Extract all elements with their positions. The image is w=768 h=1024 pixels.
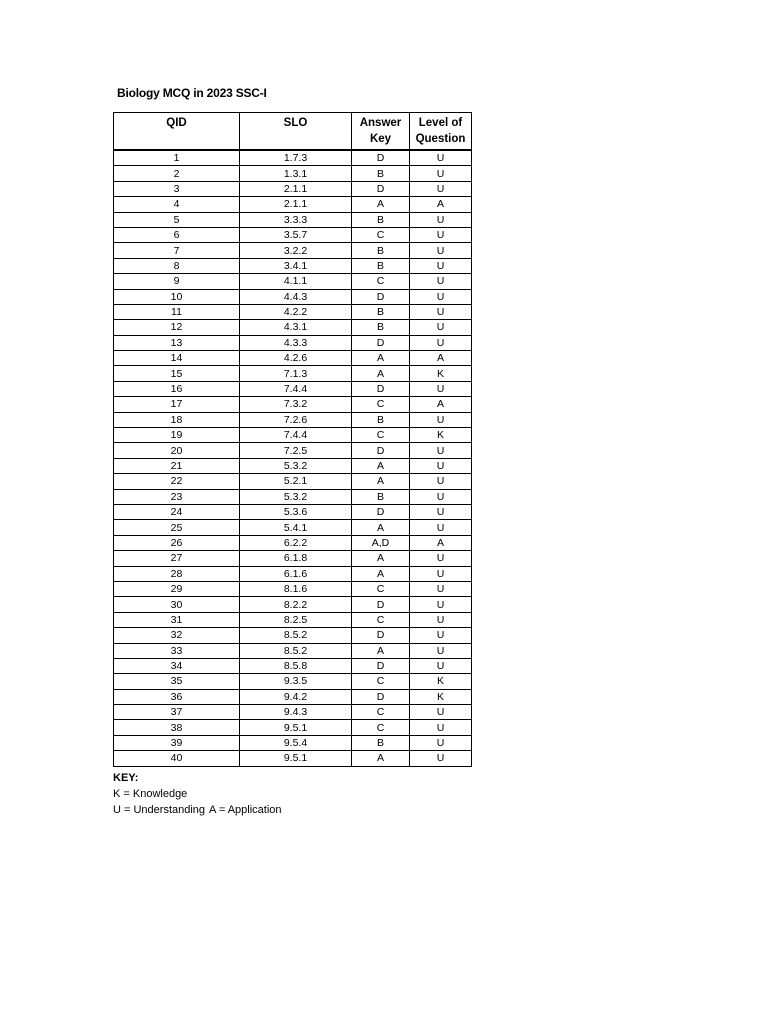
cell-slo: 7.3.2 bbox=[240, 397, 352, 412]
cell-answer-key: D bbox=[352, 597, 410, 612]
cell-level: A bbox=[410, 397, 472, 412]
legend-key bbox=[113, 770, 282, 818]
cell-slo: 5.3.2 bbox=[240, 458, 352, 473]
table-row bbox=[114, 258, 472, 273]
cell-answer-key: D bbox=[352, 504, 410, 519]
cell-level: U bbox=[410, 597, 472, 612]
cell-answer-key: B bbox=[352, 320, 410, 335]
cell-level: U bbox=[410, 643, 472, 658]
cell-qid: 33 bbox=[114, 643, 240, 658]
cell-qid: 7 bbox=[114, 243, 240, 258]
key-knowledge: K = Knowledge bbox=[113, 788, 188, 800]
table-row bbox=[114, 520, 472, 535]
cell-qid: 36 bbox=[114, 689, 240, 704]
cell-slo: 4.1.1 bbox=[240, 274, 352, 289]
cell-qid: 29 bbox=[114, 581, 240, 596]
cell-level: U bbox=[410, 412, 472, 427]
table-header-row bbox=[114, 113, 472, 151]
cell-level: U bbox=[410, 181, 472, 196]
cell-slo: 4.2.6 bbox=[240, 351, 352, 366]
cell-qid: 12 bbox=[114, 320, 240, 335]
cell-answer-key: B bbox=[352, 166, 410, 181]
cell-level: U bbox=[410, 458, 472, 473]
cell-slo: 4.3.3 bbox=[240, 335, 352, 350]
cell-level: U bbox=[410, 751, 472, 766]
cell-answer-key: B bbox=[352, 304, 410, 319]
cell-level: U bbox=[410, 212, 472, 227]
key-heading: KEY: bbox=[113, 772, 139, 784]
cell-answer-key: D bbox=[352, 181, 410, 196]
cell-answer-key: D bbox=[352, 658, 410, 673]
cell-level: K bbox=[410, 674, 472, 689]
table-row bbox=[114, 335, 472, 350]
cell-level: U bbox=[410, 335, 472, 350]
table-row bbox=[114, 751, 472, 766]
cell-answer-key: C bbox=[352, 581, 410, 596]
cell-answer-key: C bbox=[352, 612, 410, 627]
cell-level: U bbox=[410, 658, 472, 673]
cell-level: U bbox=[410, 227, 472, 242]
cell-qid: 28 bbox=[114, 566, 240, 581]
cell-answer-key: B bbox=[352, 489, 410, 504]
cell-slo: 3.3.3 bbox=[240, 212, 352, 227]
cell-answer-key: D bbox=[352, 443, 410, 458]
table-row bbox=[114, 628, 472, 643]
cell-qid: 8 bbox=[114, 258, 240, 273]
cell-slo: 9.5.4 bbox=[240, 735, 352, 750]
cell-qid: 38 bbox=[114, 720, 240, 735]
cell-level: U bbox=[410, 628, 472, 643]
cell-slo: 8.5.8 bbox=[240, 658, 352, 673]
cell-level: U bbox=[410, 720, 472, 735]
cell-qid: 5 bbox=[114, 212, 240, 227]
cell-qid: 26 bbox=[114, 535, 240, 550]
table-row bbox=[114, 443, 472, 458]
cell-answer-key: C bbox=[352, 674, 410, 689]
cell-slo: 9.3.5 bbox=[240, 674, 352, 689]
cell-qid: 34 bbox=[114, 658, 240, 673]
cell-slo: 2.1.1 bbox=[240, 181, 352, 196]
cell-answer-key: A bbox=[352, 520, 410, 535]
table-row bbox=[114, 474, 472, 489]
cell-answer-key: D bbox=[352, 289, 410, 304]
cell-level: U bbox=[410, 304, 472, 319]
page-title: Biology MCQ in 2023 SSC-I bbox=[117, 86, 267, 100]
cell-qid: 14 bbox=[114, 351, 240, 366]
cell-qid: 16 bbox=[114, 381, 240, 396]
cell-level: U bbox=[410, 381, 472, 396]
cell-qid: 6 bbox=[114, 227, 240, 242]
cell-slo: 5.2.1 bbox=[240, 474, 352, 489]
table-row bbox=[114, 674, 472, 689]
table-row bbox=[114, 243, 472, 258]
cell-answer-key: A bbox=[352, 751, 410, 766]
cell-answer-key: C bbox=[352, 274, 410, 289]
cell-slo: 6.1.6 bbox=[240, 566, 352, 581]
table-row bbox=[114, 535, 472, 550]
cell-qid: 17 bbox=[114, 397, 240, 412]
table-row bbox=[114, 458, 472, 473]
table-row bbox=[114, 150, 472, 166]
cell-level: U bbox=[410, 274, 472, 289]
table-row bbox=[114, 274, 472, 289]
table-row bbox=[114, 735, 472, 750]
table-row bbox=[114, 381, 472, 396]
cell-level: U bbox=[410, 443, 472, 458]
cell-answer-key: A bbox=[352, 643, 410, 658]
column-header-level-of-question: Level of Question bbox=[410, 113, 472, 151]
cell-level: U bbox=[410, 566, 472, 581]
cell-level: U bbox=[410, 504, 472, 519]
table-row bbox=[114, 489, 472, 504]
cell-qid: 19 bbox=[114, 428, 240, 443]
cell-answer-key: D bbox=[352, 381, 410, 396]
cell-qid: 31 bbox=[114, 612, 240, 627]
cell-answer-key: A,D bbox=[352, 535, 410, 550]
cell-answer-key: C bbox=[352, 227, 410, 242]
cell-slo: 7.4.4 bbox=[240, 381, 352, 396]
cell-level: U bbox=[410, 258, 472, 273]
cell-qid: 3 bbox=[114, 181, 240, 196]
cell-slo: 9.4.3 bbox=[240, 705, 352, 720]
cell-answer-key: A bbox=[352, 458, 410, 473]
cell-answer-key: C bbox=[352, 428, 410, 443]
key-line-understanding-application bbox=[113, 802, 282, 818]
cell-level: U bbox=[410, 612, 472, 627]
cell-answer-key: A bbox=[352, 474, 410, 489]
cell-slo: 4.4.3 bbox=[240, 289, 352, 304]
cell-level: U bbox=[410, 520, 472, 535]
cell-answer-key: A bbox=[352, 366, 410, 381]
table-row bbox=[114, 227, 472, 242]
table-row bbox=[114, 366, 472, 381]
cell-qid: 1 bbox=[114, 150, 240, 166]
cell-qid: 13 bbox=[114, 335, 240, 350]
cell-level: K bbox=[410, 689, 472, 704]
cell-qid: 9 bbox=[114, 274, 240, 289]
cell-level: U bbox=[410, 474, 472, 489]
cell-slo: 6.1.8 bbox=[240, 551, 352, 566]
cell-slo: 1.7.3 bbox=[240, 150, 352, 166]
table-row bbox=[114, 658, 472, 673]
cell-slo: 4.3.1 bbox=[240, 320, 352, 335]
cell-slo: 7.2.6 bbox=[240, 412, 352, 427]
table-row bbox=[114, 289, 472, 304]
cell-slo: 8.2.5 bbox=[240, 612, 352, 627]
cell-slo: 8.2.2 bbox=[240, 597, 352, 612]
key-application: A = Application bbox=[209, 804, 282, 816]
cell-level: U bbox=[410, 735, 472, 750]
table-row bbox=[114, 181, 472, 196]
table-row bbox=[114, 597, 472, 612]
table-row bbox=[114, 412, 472, 427]
cell-level: U bbox=[410, 489, 472, 504]
table-row bbox=[114, 720, 472, 735]
table-row bbox=[114, 566, 472, 581]
cell-level: U bbox=[410, 243, 472, 258]
cell-answer-key: C bbox=[352, 397, 410, 412]
cell-slo: 3.2.2 bbox=[240, 243, 352, 258]
cell-qid: 23 bbox=[114, 489, 240, 504]
table-body bbox=[114, 150, 472, 766]
cell-level: U bbox=[410, 166, 472, 181]
table-row bbox=[114, 581, 472, 596]
table-row bbox=[114, 166, 472, 181]
cell-answer-key: C bbox=[352, 720, 410, 735]
cell-answer-key: A bbox=[352, 197, 410, 212]
table-row bbox=[114, 197, 472, 212]
cell-qid: 10 bbox=[114, 289, 240, 304]
cell-level: A bbox=[410, 535, 472, 550]
cell-level: U bbox=[410, 581, 472, 596]
cell-answer-key: A bbox=[352, 351, 410, 366]
cell-slo: 4.2.2 bbox=[240, 304, 352, 319]
cell-slo: 8.5.2 bbox=[240, 643, 352, 658]
column-header-qid: QID bbox=[114, 113, 240, 151]
cell-level: A bbox=[410, 197, 472, 212]
cell-level: U bbox=[410, 150, 472, 166]
cell-level: U bbox=[410, 289, 472, 304]
cell-slo: 9.4.2 bbox=[240, 689, 352, 704]
cell-qid: 35 bbox=[114, 674, 240, 689]
cell-slo: 3.5.7 bbox=[240, 227, 352, 242]
table-row bbox=[114, 551, 472, 566]
table-row bbox=[114, 397, 472, 412]
cell-level: U bbox=[410, 705, 472, 720]
cell-answer-key: B bbox=[352, 735, 410, 750]
cell-qid: 18 bbox=[114, 412, 240, 427]
table-row bbox=[114, 689, 472, 704]
cell-slo: 7.2.5 bbox=[240, 443, 352, 458]
cell-answer-key: B bbox=[352, 258, 410, 273]
cell-slo: 1.3.1 bbox=[240, 166, 352, 181]
cell-level: A bbox=[410, 351, 472, 366]
cell-answer-key: A bbox=[352, 566, 410, 581]
cell-level: U bbox=[410, 320, 472, 335]
cell-slo: 7.1.3 bbox=[240, 366, 352, 381]
cell-slo: 8.5.2 bbox=[240, 628, 352, 643]
table-row bbox=[114, 612, 472, 627]
cell-answer-key: D bbox=[352, 628, 410, 643]
answer-key-table bbox=[113, 112, 472, 767]
cell-slo: 8.1.6 bbox=[240, 581, 352, 596]
table-row bbox=[114, 504, 472, 519]
cell-answer-key: D bbox=[352, 689, 410, 704]
cell-qid: 11 bbox=[114, 304, 240, 319]
cell-slo: 9.5.1 bbox=[240, 751, 352, 766]
table-row bbox=[114, 643, 472, 658]
cell-slo: 5.4.1 bbox=[240, 520, 352, 535]
table-row bbox=[114, 705, 472, 720]
cell-qid: 39 bbox=[114, 735, 240, 750]
cell-slo: 3.4.1 bbox=[240, 258, 352, 273]
column-header-answer-key: Answer Key bbox=[352, 113, 410, 151]
cell-slo: 2.1.1 bbox=[240, 197, 352, 212]
cell-qid: 32 bbox=[114, 628, 240, 643]
cell-level: K bbox=[410, 428, 472, 443]
cell-qid: 30 bbox=[114, 597, 240, 612]
cell-qid: 40 bbox=[114, 751, 240, 766]
cell-qid: 20 bbox=[114, 443, 240, 458]
cell-level: K bbox=[410, 366, 472, 381]
table-row bbox=[114, 320, 472, 335]
cell-answer-key: D bbox=[352, 335, 410, 350]
column-header-slo: SLO bbox=[240, 113, 352, 151]
cell-qid: 37 bbox=[114, 705, 240, 720]
cell-qid: 24 bbox=[114, 504, 240, 519]
cell-level: U bbox=[410, 551, 472, 566]
cell-qid: 21 bbox=[114, 458, 240, 473]
cell-slo: 7.4.4 bbox=[240, 428, 352, 443]
cell-slo: 9.5.1 bbox=[240, 720, 352, 735]
table-row bbox=[114, 212, 472, 227]
cell-answer-key: A bbox=[352, 551, 410, 566]
cell-qid: 25 bbox=[114, 520, 240, 535]
key-understanding: U = Understanding bbox=[113, 804, 206, 816]
cell-answer-key: C bbox=[352, 705, 410, 720]
table-row bbox=[114, 304, 472, 319]
cell-answer-key: B bbox=[352, 212, 410, 227]
cell-qid: 2 bbox=[114, 166, 240, 181]
cell-slo: 5.3.6 bbox=[240, 504, 352, 519]
table-row bbox=[114, 351, 472, 366]
cell-slo: 5.3.2 bbox=[240, 489, 352, 504]
cell-qid: 27 bbox=[114, 551, 240, 566]
table-row bbox=[114, 428, 472, 443]
cell-qid: 22 bbox=[114, 474, 240, 489]
cell-slo: 6.2.2 bbox=[240, 535, 352, 550]
cell-qid: 4 bbox=[114, 197, 240, 212]
cell-answer-key: B bbox=[352, 412, 410, 427]
cell-answer-key: B bbox=[352, 243, 410, 258]
cell-answer-key: D bbox=[352, 150, 410, 166]
cell-qid: 15 bbox=[114, 366, 240, 381]
